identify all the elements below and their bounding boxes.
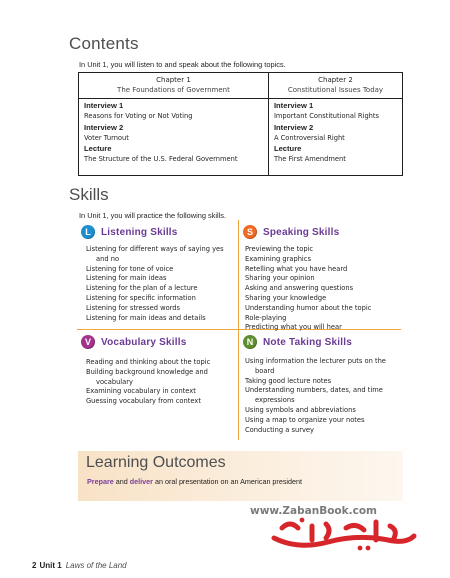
learning-outcomes-box — [78, 451, 403, 501]
list-item: Listening for tone of voice — [86, 264, 174, 273]
skills-grid — [77, 220, 401, 440]
chapter-2-title: Constitutional Issues Today — [287, 86, 384, 95]
list-item: Conducting a survey — [245, 425, 314, 434]
chapter-2-number: Chapter 2 — [318, 76, 353, 84]
list-item: Taking good lecture notes — [245, 376, 332, 385]
list-item: Listening for different ways of saying yes — [86, 245, 224, 253]
list-item: Listening for the plan of a lecture — [86, 284, 198, 293]
note-taking-badge-icon: N — [243, 335, 257, 349]
speaking-skills-panel — [239, 220, 401, 330]
list-item: board — [255, 366, 275, 375]
list-item: Examining graphics — [245, 254, 311, 263]
listening-skills-title: Listening Skills — [101, 226, 178, 238]
listening-skills-list — [86, 245, 224, 323]
note-taking-skills-list — [245, 357, 386, 435]
item-label: Interview 2 — [84, 122, 124, 132]
contents-heading: Contents — [69, 34, 139, 53]
list-item: Sharing your opinion — [245, 274, 315, 283]
list-item: Reading and thinking about the topic — [86, 358, 211, 366]
chapter-1-number: Chapter 1 — [156, 76, 191, 84]
list-item: Understanding humor about the topic — [245, 303, 372, 312]
list-item: Building background knowledge and — [86, 367, 208, 376]
footer-title: Laws of the Land — [65, 561, 127, 570]
list-item: expressions — [255, 396, 295, 405]
listening-badge-icon: L — [81, 225, 95, 239]
contents-intro: In Unit 1, you will listen to and speak about the following topics. — [79, 60, 286, 69]
list-item: Examining vocabulary in context — [86, 387, 196, 396]
list-item: Retelling what you have heard — [245, 264, 348, 273]
list-item: Guessing vocabulary from context — [86, 397, 201, 406]
list-item: Understanding numbers, dates, and time — [245, 386, 383, 395]
page-footer — [32, 561, 127, 570]
note-taking-skills-panel — [239, 330, 401, 440]
list-item: Using symbols and abbreviations — [245, 405, 356, 414]
footer-unit: Unit 1 — [39, 561, 62, 570]
chapter-1-header — [79, 73, 269, 99]
learning-outcomes-heading: Learning Outcomes — [86, 454, 226, 471]
speaking-skills-title: Speaking Skills — [263, 226, 340, 238]
page-number: 2 — [32, 561, 37, 570]
item-label: Lecture — [273, 144, 302, 154]
chapter-2-header — [268, 73, 402, 99]
item-label: Interview 1 — [84, 101, 124, 111]
list-item: Asking and answering questions — [245, 284, 354, 293]
vocabulary-skills-title: Vocabulary Skills — [101, 336, 187, 348]
list-item: Role-playing — [245, 313, 287, 322]
item-text: Voter Turnout — [84, 133, 129, 142]
zabanbook-logo-icon — [268, 516, 418, 552]
speaking-badge-icon: S — [243, 225, 257, 239]
vocabulary-skills-list — [86, 358, 210, 407]
list-item: Predicting what you will hear — [245, 323, 342, 332]
list-item: Sharing your knowledge — [245, 293, 327, 302]
item-text: The First Amendment — [273, 155, 346, 164]
list-item: Listening for main ideas — [86, 274, 167, 283]
list-item: Listening for specific information — [86, 293, 196, 302]
chapter-1-body — [79, 99, 269, 176]
speaking-skills-list — [245, 245, 371, 333]
skills-heading: Skills — [69, 185, 109, 204]
note-taking-skills-title: Note Taking Skills — [263, 336, 352, 348]
vocabulary-skills-panel — [77, 330, 239, 440]
item-label: Interview 2 — [273, 122, 314, 132]
chapter-1-title: The Foundations of Government — [117, 86, 230, 95]
listening-skills-panel — [77, 220, 239, 330]
vocabulary-badge-icon: V — [81, 335, 95, 349]
list-item: Listening for stressed words — [86, 303, 181, 312]
list-item: Previewing the topic — [245, 245, 314, 253]
list-item: Using information the lecturer puts on the — [245, 357, 386, 365]
chapter-2-body — [268, 99, 402, 176]
list-item: and no — [96, 254, 120, 263]
watermark-url: www.ZabanBook.com — [250, 505, 377, 517]
item-label: Interview 1 — [273, 101, 314, 111]
item-text: A Controversial Right — [273, 133, 345, 142]
item-text: Reasons for Voting or Not Voting — [84, 112, 193, 121]
list-item: Listening for main ideas and details — [86, 313, 206, 322]
skills-intro: In Unit 1, you will practice the following skills. — [79, 211, 227, 220]
item-label: Lecture — [84, 144, 112, 154]
list-item: Using a map to organize your notes — [245, 415, 365, 424]
item-text: The Structure of the U.S. Federal Government — [84, 155, 238, 164]
learning-outcomes-text: Prepare and deliver an oral presentation on an American president — [87, 477, 303, 486]
item-text: Important Constitutional Rights — [273, 112, 380, 121]
contents-table — [78, 72, 403, 176]
list-item: vocabulary — [96, 377, 133, 386]
